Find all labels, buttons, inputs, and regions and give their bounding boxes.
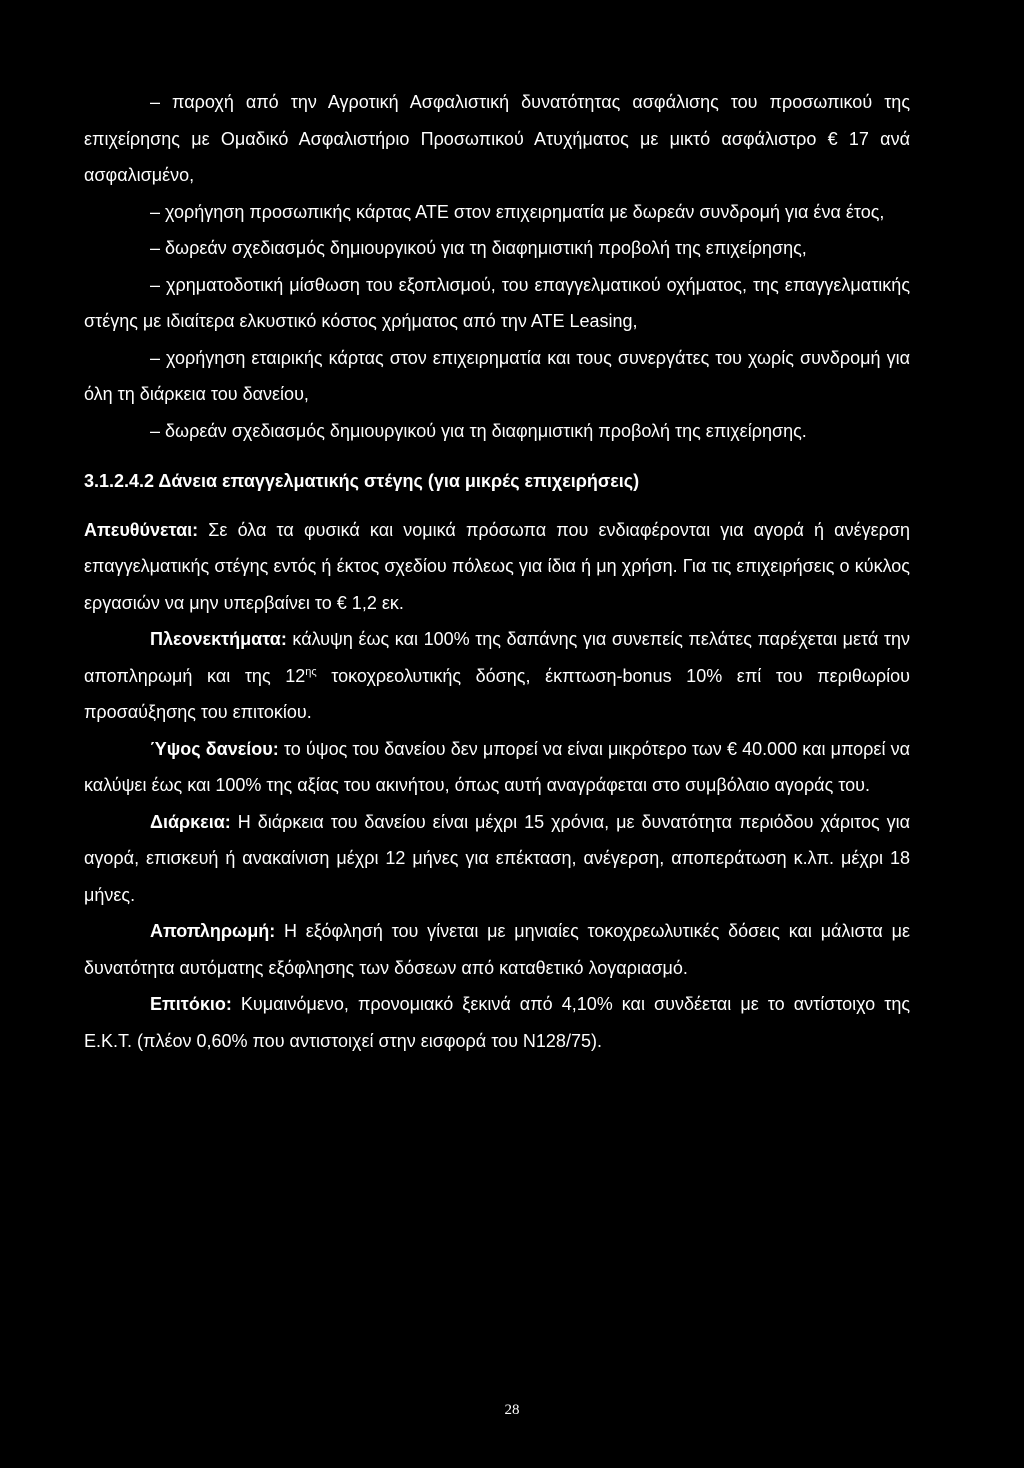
interest-text: Κυμαινόμενο, προνομιακό ξεκινά από 4,10% και συνδέεται με το αντίστοιχο της Ε.Κ.Τ. (πλέον 0,60% που αντιστοιχεί στην εισφορά του Ν128/75). <box>84 994 910 1051</box>
addressed-text: Σε όλα τα φυσικά και νομικά πρόσωπα που ενδιαφέρονται για αγορά ή ανέγερση επαγγελματικής στέγης εντός ή έκτος σχεδίου πόλεως για ίδια ή μη χρήση. Για τις επιχειρήσεις ο κύκλος εργασιών να μην υπερβαίνει το € 1,2 εκ. <box>84 519 910 613</box>
section-heading: 3.1.2.4.2 Δάνεια επαγγελματικής στέγης (για μικρές επιχειρήσεις) <box>84 471 640 491</box>
bullet-personal-card: – χορήγηση προσωπικής κάρτας ΑΤΕ στον επιχειρηματία με δωρεάν συνδρομή για ένα έτος, <box>150 201 885 222</box>
bullet-group-insurance: – παροχή από την Αγροτική Ασφαλιστική δυνατότητας ασφάλισης του προσωπικού της επιχείρησης με Ομαδικό Ασφαλιστήριο Προσωπικού Ατυχήματος με μικτό ασφάλιστρο € 17 ανά ασφαλισμένο, <box>84 92 910 185</box>
repayment-paragraph <box>84 913 910 986</box>
addressed-paragraph <box>84 512 910 622</box>
loan-amount-paragraph <box>84 731 910 804</box>
bullet-corporate-card: – χορήγηση εταιρικής κάρτας στον επιχειρηματία και τους συνεργάτες του χωρίς συνδρομή για όλη τη διάρκεια του δανείου, <box>84 347 910 404</box>
advantages-label: Πλεονεκτήματα: <box>150 629 287 649</box>
page-content <box>84 84 910 1059</box>
bullet-free-design: – δωρεάν σχεδιασμός δημιουργικού για τη διαφημιστική προβολή της επιχείρησης, <box>150 238 807 258</box>
loan-amount-label: Ύψος δανείου: <box>150 738 279 759</box>
advantages-text-after: τοκοχρεολυτικής δόσης, έκπτωση-bonus 10% επί του περιθωρίου προσαύξησης του επιτοκίου. <box>84 665 911 722</box>
duration-label: Διάρκεια: <box>150 811 231 832</box>
duration-paragraph <box>84 804 910 914</box>
bullet-leasing: – χρηματοδοτική μίσθωση του εξοπλισμού, του επαγγελματικού οχήματος, της επαγγελματικής στέγης με ιδιαίτερα ελκυστικό κόστος χρήματος από την ΑΤΕ Leasing, <box>84 274 910 331</box>
loan-amount-text: το ύψος του δανείου δεν μπορεί να είναι μικρότερο των € 40.000 και μπορεί να καλύψει έως και 100% της αξίας του ακινήτου, όπως αυτή αναγράφεται στο συμβόλαιο αγοράς του. <box>84 738 910 795</box>
repayment-text: Η εξόφλησή του γίνεται με μηνιαίες τοκοχρεωλυτικές δόσεις και μάλιστα με δυνατότητα αυτόματης εξόφλησης των δόσεων από καταθετικό λογαριασμό. <box>84 921 910 978</box>
addressed-label: Απευθύνεται: <box>84 519 199 540</box>
advantages-text-before: κάλυψη έως και 100% της δαπάνης για συνεπείς πελάτες παρέχεται μετά την αποπληρωμή και της 12 <box>84 629 910 686</box>
interest-label: Επιτόκιο: <box>150 994 232 1014</box>
repayment-label: Αποπληρωμή: <box>150 921 276 941</box>
page-number: 28 <box>504 1402 520 1418</box>
advantages-sup: ης <box>305 665 317 678</box>
advantages-paragraph <box>84 621 910 731</box>
bullet-free-design-2: – δωρεάν σχεδιασμός δημιουργικού για τη διαφημιστική προβολή της επιχείρησης. <box>150 420 807 441</box>
interest-paragraph <box>84 986 910 1059</box>
duration-text: Η διάρκεια του δανείου είναι μέχρι 15 χρόνια, με δυνατότητα περιόδου χάριτος για αγορά, επισκευή ή ανακαίνιση μέχρι 12 μήνες για επέκταση, ανέγερση, αποπεράτωση κ.λπ. μέχρι 18 μήνες. <box>84 811 910 905</box>
